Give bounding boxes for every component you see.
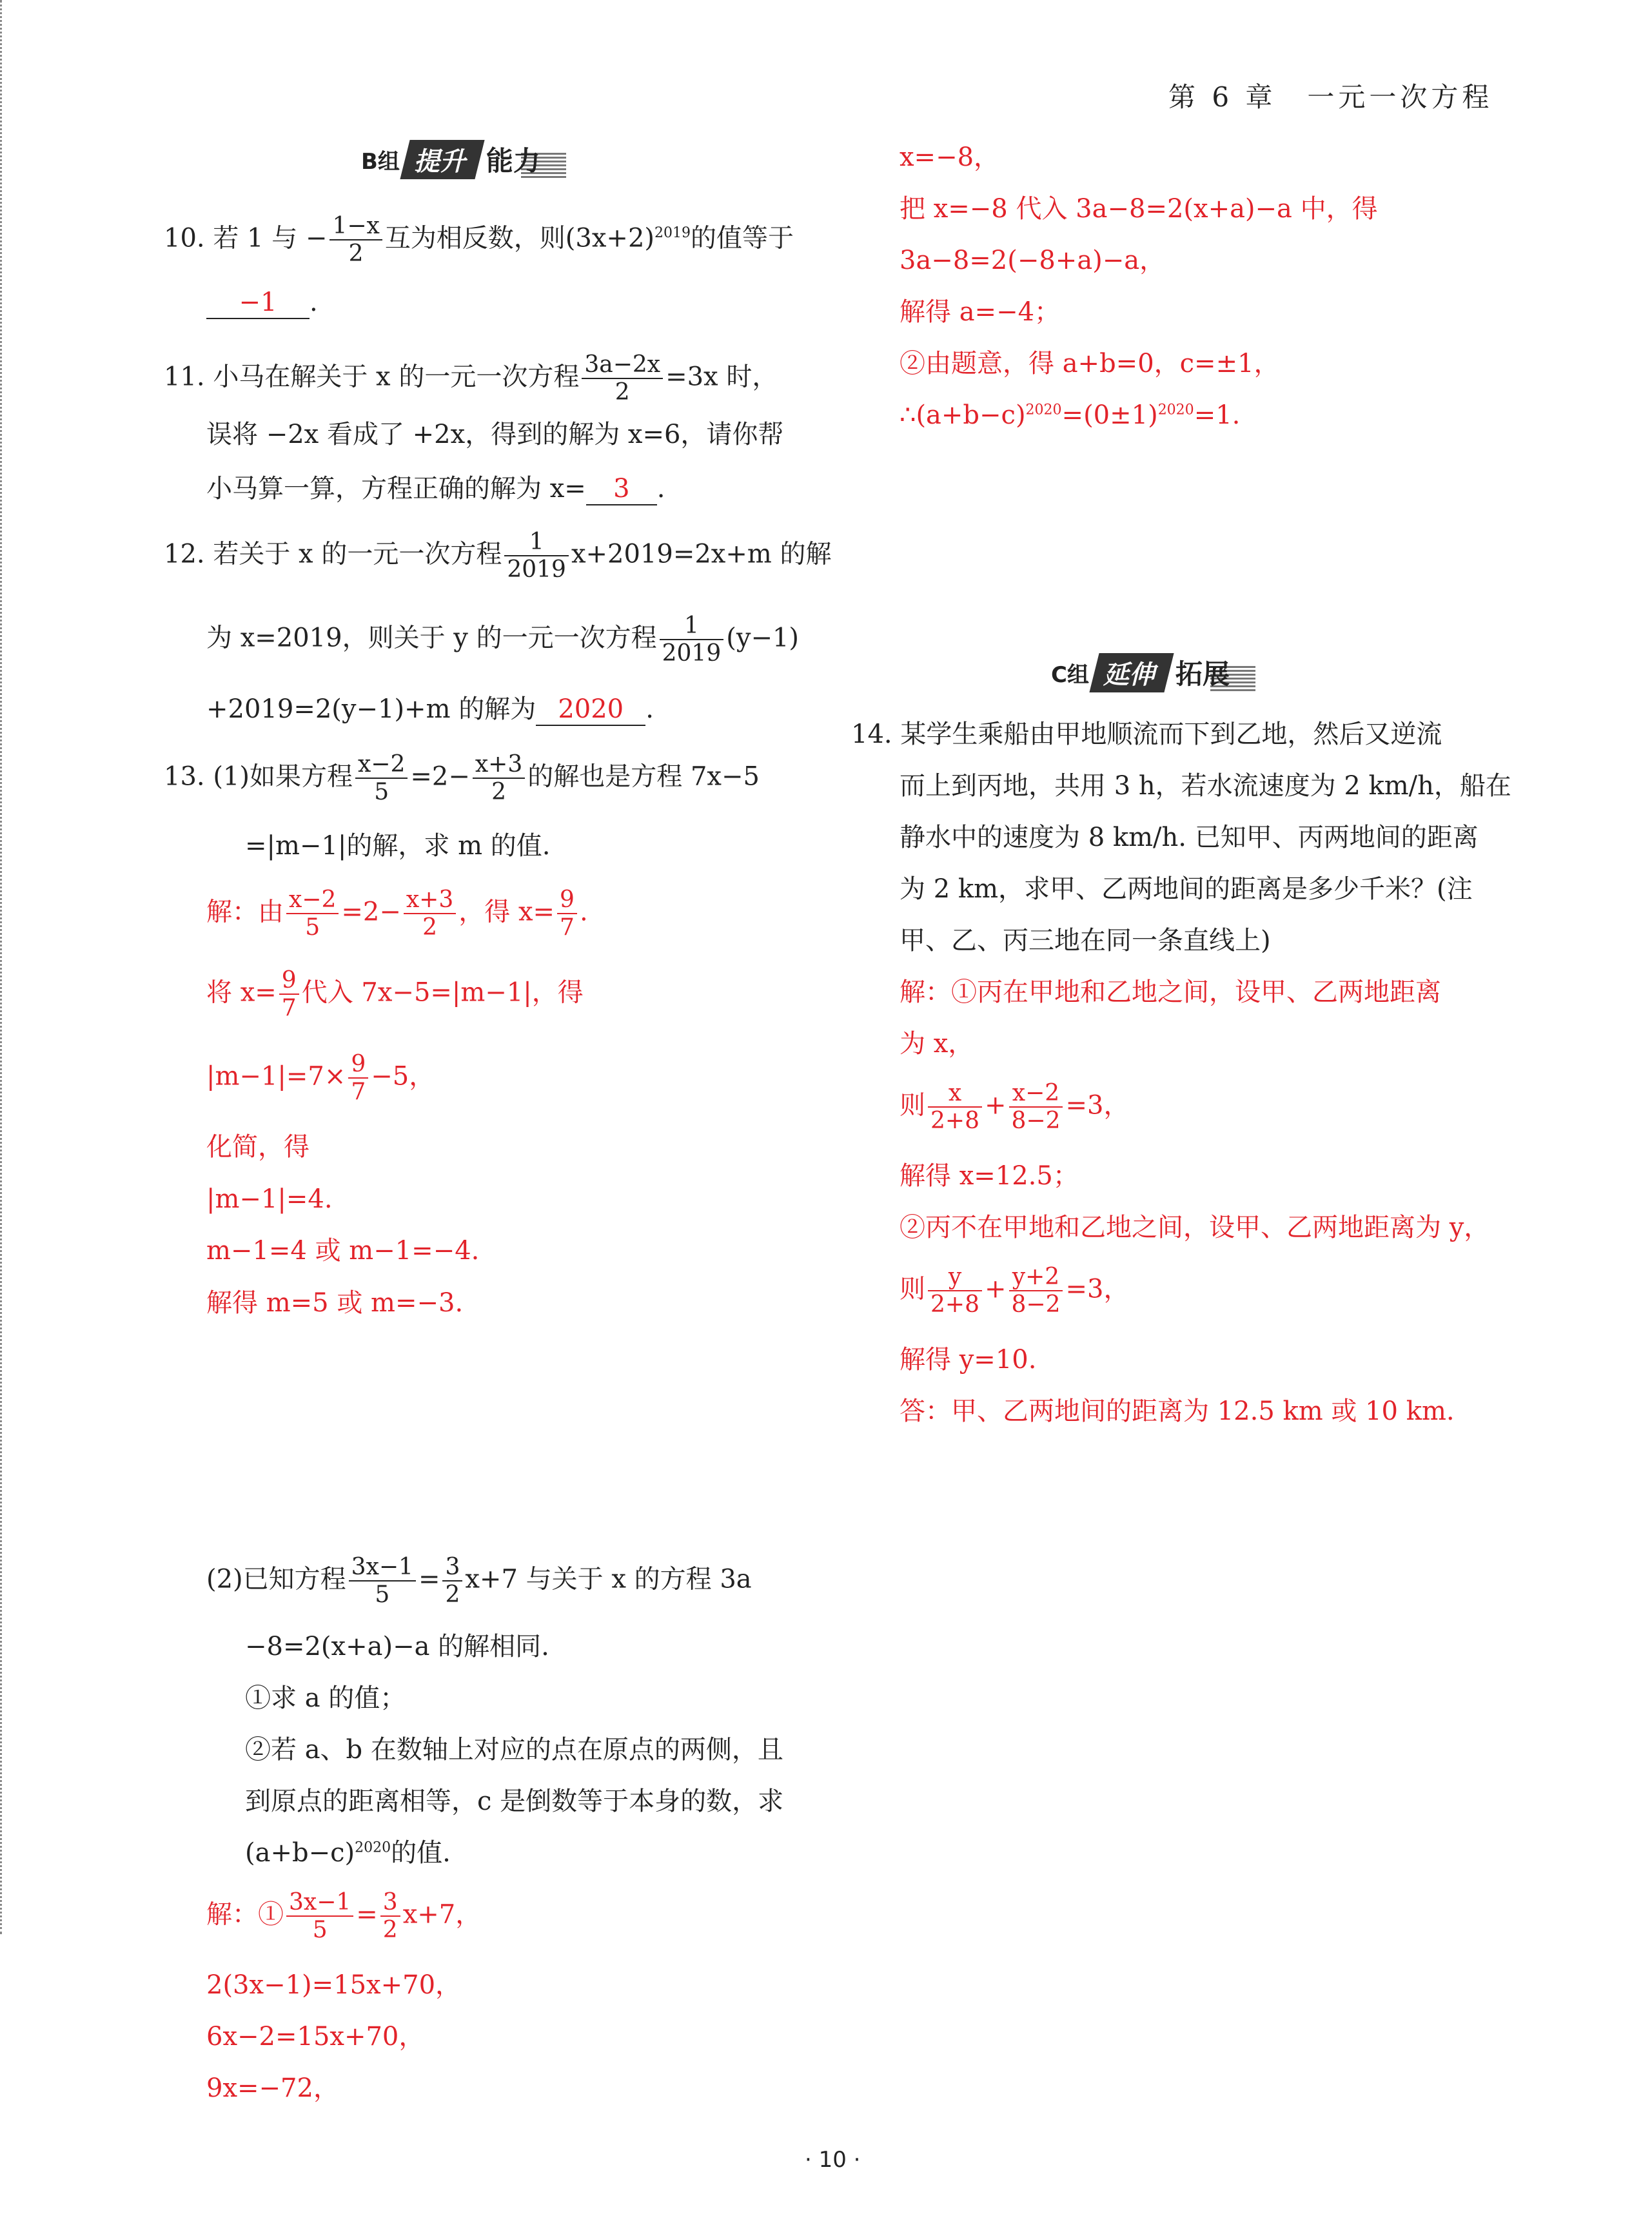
q14-line3: 静水中的速度为 8 km/h. 已知甲、丙两地间的距离 [900,823,1479,852]
q13-s2-post: 代入 7x−5=|m−1|，得 [301,977,584,1008]
q13-r6-exp1: 2020 [1025,402,1062,418]
q14-s3-fraction-2 [1009,1080,1063,1135]
q10-period: . [310,288,318,317]
q11-line2: 误将 −2x 看成了 +2x，得到的解为 x=6，请你帮 [206,420,784,449]
q13-sol2-line5: x=−8， [900,142,1000,172]
q13-p2-l1-pre: (2)已知方程 [206,1564,346,1594]
q13-s2-fraction [279,967,299,1022]
q13-p1-f2-num: x+3 [473,751,525,779]
q10-exponent: 2019 [654,225,691,242]
q14-sol-line2: 为 x， [900,1029,974,1059]
q14-sol-line5: ②丙不在甲地和乙地之间，设甲、乙两地距离为 y， [900,1213,1490,1242]
q12-frac1-den: 2019 [507,556,566,583]
q13-s3-pre: |m−1|=7× [206,1061,346,1092]
q13-sol2-line10 [900,400,1240,431]
q13-s1-fraction-2 [404,886,456,941]
q13-p2-f2-num: 3 [442,1554,462,1582]
q13-s1-f1-den: 5 [305,914,320,941]
q10-fraction [329,213,382,268]
group-c-tail: 拓展 [1175,653,1255,692]
q11-l1-post: =3x 时， [665,362,778,392]
group-c-tag: 延伸 [1089,653,1174,692]
q14-sol-line7: 解得 y=10. [900,1345,1037,1375]
q14-line5: 甲、乙、丙三地在同一条直线上) [900,926,1271,955]
q11-line3 [206,473,665,505]
q13-sol1-line4: 化简，得 [206,1132,310,1162]
q10-line1 [164,213,794,268]
q13-p2-f1-num: 3x−1 [349,1554,416,1582]
q13-sol2-line3: 6x−2=15x+70， [206,2022,425,2052]
q14-line1: 14. 某学生乘船由甲地顺流而下到乙地，然后又逆流 [851,720,1442,749]
q13-t1-mid: = [356,1899,378,1930]
q13-p1-mid: =2− [410,761,470,792]
q13-r6-mid: =(0±1) [1061,400,1158,430]
q13-p1-f1-num: x−2 [355,751,408,779]
group-b-title [361,139,566,179]
q11-frac-den: 2 [615,379,630,406]
q13-r6-pre: ∴(a+b−c) [900,400,1026,430]
q14-s3-f1-num: x [928,1080,982,1108]
q13-p2-line6 [245,1837,451,1868]
q13-s3-f-den: 7 [351,1079,366,1106]
q14-s6-f1-num: y [928,1264,982,1291]
q10-frac-num: 1−x [329,213,382,240]
q11-fraction [582,351,663,406]
q14-s6-mid: + [984,1274,1007,1304]
q13-p2-l1-post: x+7 与关于 x 的方程 3a [465,1564,752,1594]
q13-p2-line3: ①求 a 的值； [245,1683,406,1713]
q14-s3-mid: + [984,1090,1007,1121]
q13-s3-post: −5， [371,1061,435,1092]
q12-line3 [206,694,654,726]
q13-p2-l6-post: 的值. [391,1838,451,1868]
q14-s6-f2-den: 8−2 [1011,1291,1061,1318]
q13-s1-fraction-3 [557,886,577,941]
q14-sol-line6 [900,1264,1129,1318]
q13-p1-line2: =|m−1|的解，求 m 的值. [245,831,551,861]
q13-p2-line2: −8=2(x+a)−a 的解相同. [245,1632,549,1661]
q13-sol2-line7: 3a−8=2(−8+a)−a， [900,246,1166,275]
q10-frac-den: 2 [348,240,364,268]
q13-t1-f1-den: 5 [312,1917,328,1944]
q13-p2-f2-den: 2 [445,1582,460,1609]
q13-sol2-line1 [206,1889,481,1944]
q13-t1-post: x+7， [402,1899,482,1930]
q12-l3-pre: +2019=2(y−1)+m 的解为 [206,694,536,724]
q13-t1-f1-num: 3x−1 [286,1889,353,1917]
q13-s2-pre: 将 x= [206,977,277,1008]
q13-p1-f1-den: 5 [374,779,389,806]
q13-s2-f-num: 9 [279,967,299,995]
q11-period: . [656,474,665,504]
q13-s1-f2-den: 2 [422,914,437,941]
q11-l1-pre: 11. 小马在解关于 x 的一元一次方程 [164,362,580,392]
q13-p2-mid: = [418,1564,440,1594]
q13-t1-f2-num: 3 [380,1889,400,1917]
q13-sol1-line1 [206,886,588,941]
q14-s3-f2-den: 8−2 [1011,1108,1061,1135]
q12-period: . [645,694,654,724]
group-b-tag: 提升 [400,140,484,179]
q13-r6-post: =1. [1194,400,1241,430]
q14-s6-pre: 则 [900,1274,925,1304]
q13-p2-l6-pre: (a+b−c) [245,1838,355,1868]
q10-answer: −1 [206,287,310,319]
q13-s2-f-den: 7 [281,995,297,1022]
q12-l1-post: x+2019=2x+m 的解 [571,539,832,569]
group-b-tail: 能力 [486,140,566,179]
q13-t1-f2-den: 2 [382,1917,398,1944]
q13-s1-mid2: ，得 x= [458,897,555,927]
q14-s6-fraction-2 [1009,1264,1063,1318]
q12-l2-post: (y−1) [726,623,800,653]
q13-p2-line1 [206,1554,752,1609]
q12-frac1-num: 1 [504,529,569,556]
q11-line1 [164,351,778,406]
q13-p2-fraction-2 [442,1554,462,1609]
q13-s1-f1-num: x−2 [286,886,339,914]
q12-fraction-1 [504,529,569,583]
q13-sol2-line4: 9x=−72， [206,2073,339,2103]
q13-s1-f3-num: 9 [557,886,577,914]
q13-p1-fraction-2 [473,751,525,806]
chapter-header: 第 6 章 一元一次方程 [1168,81,1493,113]
q13-s3-fraction [348,1051,368,1106]
q13-p2-line5: 到原点的距离相等，c 是倒数等于本身的数，求 [245,1787,784,1816]
q13-s1-mid: =2− [341,897,401,927]
q14-s3-f2-num: x−2 [1009,1080,1063,1108]
q14-s6-f2-num: y+2 [1009,1264,1063,1291]
q13-s1-f3-den: 7 [560,914,575,941]
q14-s6-fraction-1 [928,1264,982,1318]
q13-sol1-line5: |m−1|=4. [206,1184,333,1214]
q13-s1-fraction-1 [286,886,339,941]
q13-sol1-line6: m−1=4 或 m−1=−4. [206,1236,480,1266]
q13-s3-f-num: 9 [348,1051,368,1079]
q13-s1-post: . [579,897,588,927]
group-c-lead: C组 [1051,661,1089,688]
q13-r6-exp2: 2020 [1157,402,1194,418]
q13-sol2-line6: 把 x=−8 代入 3a−8=2(x+a)−a 中，得 [900,194,1378,224]
q10-end: 的值等于 [691,223,794,253]
q12-frac2-num: 1 [660,612,724,640]
q14-sol-line3 [900,1080,1129,1135]
q13-p1-f2-den: 2 [491,779,506,806]
q12-line1 [164,529,832,583]
q13-sol2-line2: 2(3x−1)=15x+70， [206,1970,462,2000]
q10-pre: 10. 若 1 与 − [164,223,328,253]
q13-t1-fraction-2 [380,1889,400,1944]
q12-line2 [206,612,799,667]
q14-s3-pre: 则 [900,1090,925,1121]
q13-sol1-line7: 解得 m=5 或 m=−3. [206,1288,464,1318]
q14-s3-fraction-1 [928,1080,982,1135]
q10-post: 互为相反数，则(3x+2) [384,223,654,253]
q13-sol2-line9: ②由题意，得 a+b=0，c=±1， [900,349,1280,378]
q12-answer: 2020 [536,694,645,726]
q10-line2 [206,287,318,319]
q13-sol2-line8: 解得 a=−4； [900,297,1061,327]
q14-s3-f1-den: 2+8 [930,1108,979,1135]
q13-p2-l6-exp: 2020 [355,1839,391,1856]
q13-t1-fraction-1 [286,1889,353,1944]
q11-frac-num: 3a−2x [582,351,663,379]
q13-p2-f1-den: 5 [375,1582,390,1609]
q12-frac2-den: 2019 [662,640,722,667]
q13-p1-l1-pre: 13. (1)如果方程 [164,761,353,792]
q13-p2-line4: ②若 a、b 在数轴上对应的点在原点的两侧，且 [245,1735,783,1765]
q14-s6-post: =3， [1065,1274,1130,1304]
column-divider [0,0,2,1934]
q14-s6-f1-den: 2+8 [930,1291,979,1318]
q13-s1-f2-num: x+3 [404,886,456,914]
q13-p1-line1 [164,751,760,806]
q14-sol-line1: 解：①丙在甲地和乙地之间，设甲、乙两地距离 [900,977,1441,1007]
q13-s1-pre: 解：由 [206,897,284,927]
q12-l1-pre: 12. 若关于 x 的一元一次方程 [164,539,502,569]
page-number: · 10 · [805,2147,861,2173]
q13-p2-fraction-1 [349,1554,416,1609]
q13-t1-pre: 解：① [206,1899,284,1930]
group-b-lead: B组 [361,148,400,175]
q14-s3-post: =3， [1065,1090,1130,1121]
q12-fraction-2 [660,612,724,667]
q11-answer: 3 [586,473,657,505]
q13-sol1-line3 [206,1051,435,1106]
q13-p1-l1-post: 的解也是方程 7x−5 [527,761,760,792]
q11-l3-pre: 小马算一算，方程正确的解为 x= [206,474,586,504]
q13-sol1-line2 [206,967,584,1022]
q13-p1-fraction-1 [355,751,408,806]
q12-l2-pre: 为 x=2019，则关于 y 的一元一次方程 [206,623,657,653]
group-c-title [1051,652,1255,692]
q14-line4: 为 2 km，求甲、乙两地间的距离是多少千米？(注 [900,874,1473,904]
q14-sol-line4: 解得 x=12.5； [900,1161,1079,1191]
q14-sol-line8: 答：甲、乙两地间的距离为 12.5 km 或 10 km. [900,1396,1455,1426]
q14-line2: 而上到丙地，共用 3 h，若水流速度为 2 km/h，船在 [900,771,1511,801]
